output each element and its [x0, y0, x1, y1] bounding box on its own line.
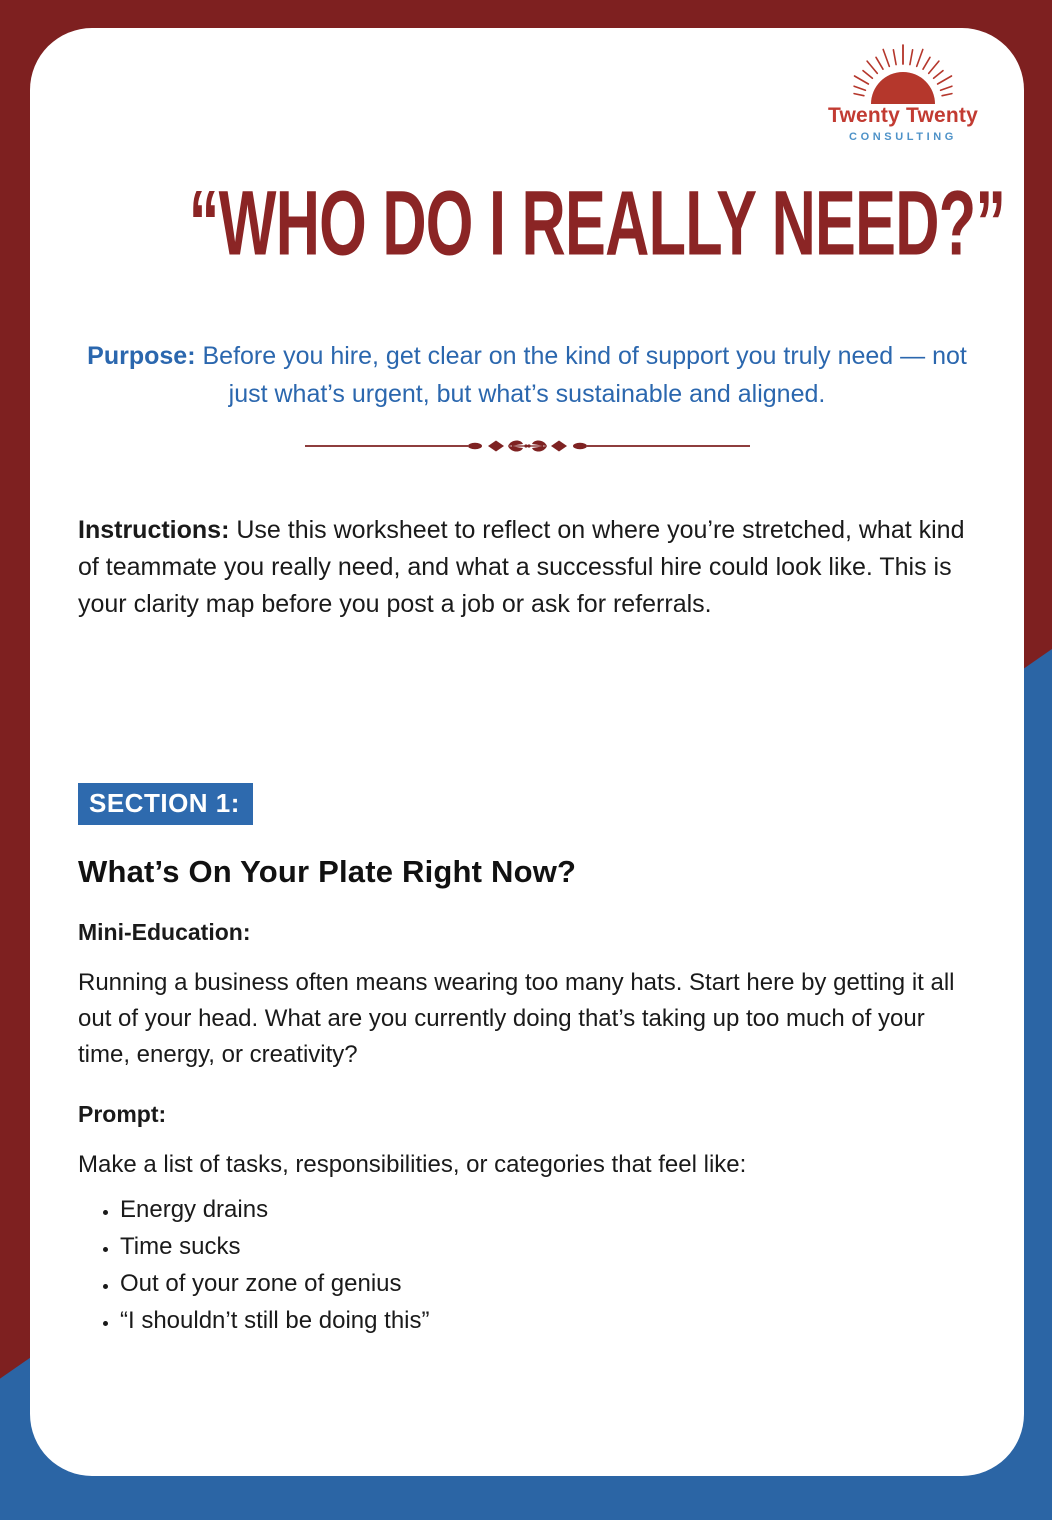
mini-education-label: Mini-Education: — [78, 918, 251, 945]
purpose-label: Purpose: — [87, 341, 196, 370]
sunburst-icon — [828, 44, 978, 108]
worksheet-card — [30, 28, 1024, 1476]
list-item: • Time sucks — [120, 1228, 976, 1265]
instructions-label: Instructions: — [78, 515, 230, 544]
list-item: • “I shouldn’t still be doing this” — [120, 1302, 976, 1339]
purpose-paragraph — [87, 337, 967, 413]
purpose-text: Before you hire, get clear on the kind of support you truly need — not just what’s urgent, but what’s sustainable and aligned. — [202, 341, 967, 408]
list-item: • Energy drains — [120, 1191, 976, 1228]
mini-education-text: Running a business often means wearing too many hats. Start here by getting it all out of your head. What are you currently doing that’s taking up too much of your time, energy, or creativity? — [78, 968, 955, 1068]
brand-subtitle: CONSULTING — [849, 131, 957, 143]
brand-name: Twenty Twenty — [828, 104, 978, 127]
company-logo — [818, 44, 988, 143]
prompt-label: Prompt: — [78, 1100, 167, 1127]
prompt-bullet-list — [78, 1191, 976, 1339]
page-title: “WHO DO I REALLY NEED?” — [188, 172, 1006, 275]
instructions-text: Use this worksheet to reflect on where you’re stretched, what kind of teammate you really need, and what a successful hire could look like. This is your clarity map before you post a job or ask for referrals. — [78, 515, 965, 618]
ornamental-divider — [30, 437, 1024, 460]
divider-ornament-icon — [305, 437, 750, 455]
list-item: • Out of your zone of genius — [120, 1265, 976, 1302]
section-1-badge: SECTION 1: — [78, 783, 253, 825]
instructions-paragraph — [78, 512, 976, 623]
section-heading: What’s On Your Plate Right Now? — [78, 853, 577, 889]
prompt-text: Make a list of tasks, responsibilities, or categories that feel like: — [78, 1150, 747, 1178]
